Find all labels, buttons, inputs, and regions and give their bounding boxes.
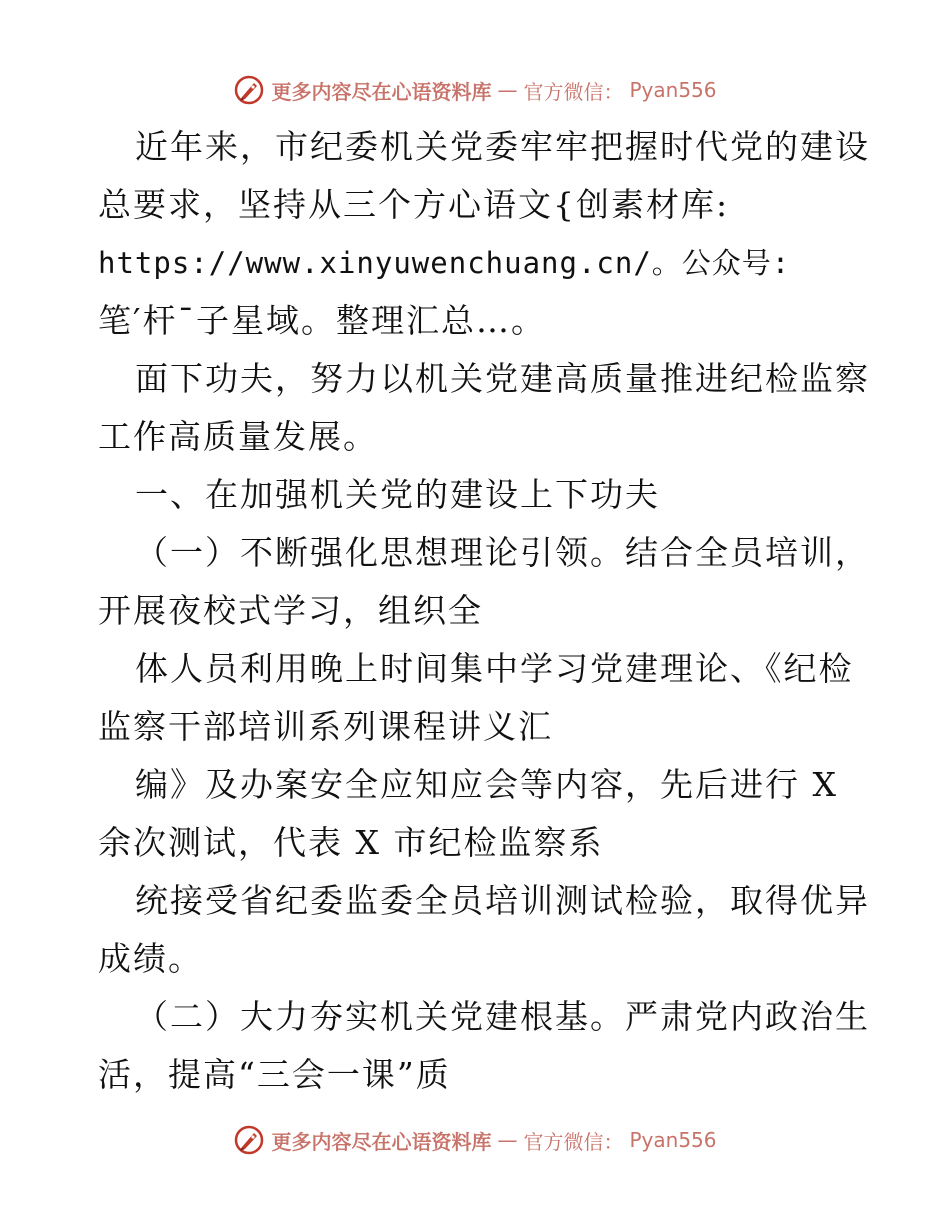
paragraph-line: 统接受省纪委监委全员培训测试检验，取得优异 [135,881,870,920]
paragraph-line: 活，提高“三会一课”质 [98,1055,451,1094]
banner-wechat-id: Pyan556 [629,1128,717,1152]
section-heading: 一、在加强机关党的建设上下功夫 [135,475,660,514]
banner-wechat-label: 官方微信： [523,1129,624,1154]
header-banner-inner [233,74,716,106]
banner-wechat-label: 官方微信： [523,79,624,104]
paragraph-line: 余次测试，代表 X 市纪检监察系 [98,823,604,862]
paragraph-line: 总要求，坚持从三个方心语文{创素材库: [98,185,730,224]
subsection-heading: （一）不断强化思想理论引领。结合全员培训， [135,533,870,572]
paragraph-line: 监察干部培训系列课程讲义汇 [98,707,553,746]
document-body [98,118,870,1104]
paragraph-line: 近年来，市纪委机关党委牢牢把握时代党的建设 [135,127,870,166]
header-banner [0,70,950,110]
pen-nib-logo-icon [233,74,265,106]
banner-dash: — [497,1128,518,1152]
subsection-heading: （二）大力夯实机关党建根基。严肃党内政治生 [135,997,870,1036]
paragraph-line: 开展夜校式学习，组织全 [98,591,483,630]
paragraph-line: 工作高质量发展。 [98,417,378,456]
footer-banner-inner [233,1124,716,1156]
url-line: https://www.xinyuwenchuang.cn/。公众号: [98,246,791,280]
banner-site-text: 更多内容尽在心语资料库 [271,1129,492,1154]
paragraph-line: 编》及办案安全应知应会等内容，先后进行 X [135,765,838,804]
paragraph-line: 笔′杆¯子星域。整理汇总…。 [98,301,546,340]
paragraph-line: 成绩。 [98,939,203,978]
paragraph-line: 体人员利用晚上时间集中学习党建理论、《纪检 [135,649,854,688]
banner-dash: — [497,78,518,102]
paragraph-line: 面下功夫，努力以机关党建高质量推进纪检监察 [135,359,870,398]
banner-wechat-id: Pyan556 [629,78,717,102]
footer-banner [0,1120,950,1160]
banner-site-text: 更多内容尽在心语资料库 [271,79,492,104]
pen-nib-logo-icon [233,1124,265,1156]
